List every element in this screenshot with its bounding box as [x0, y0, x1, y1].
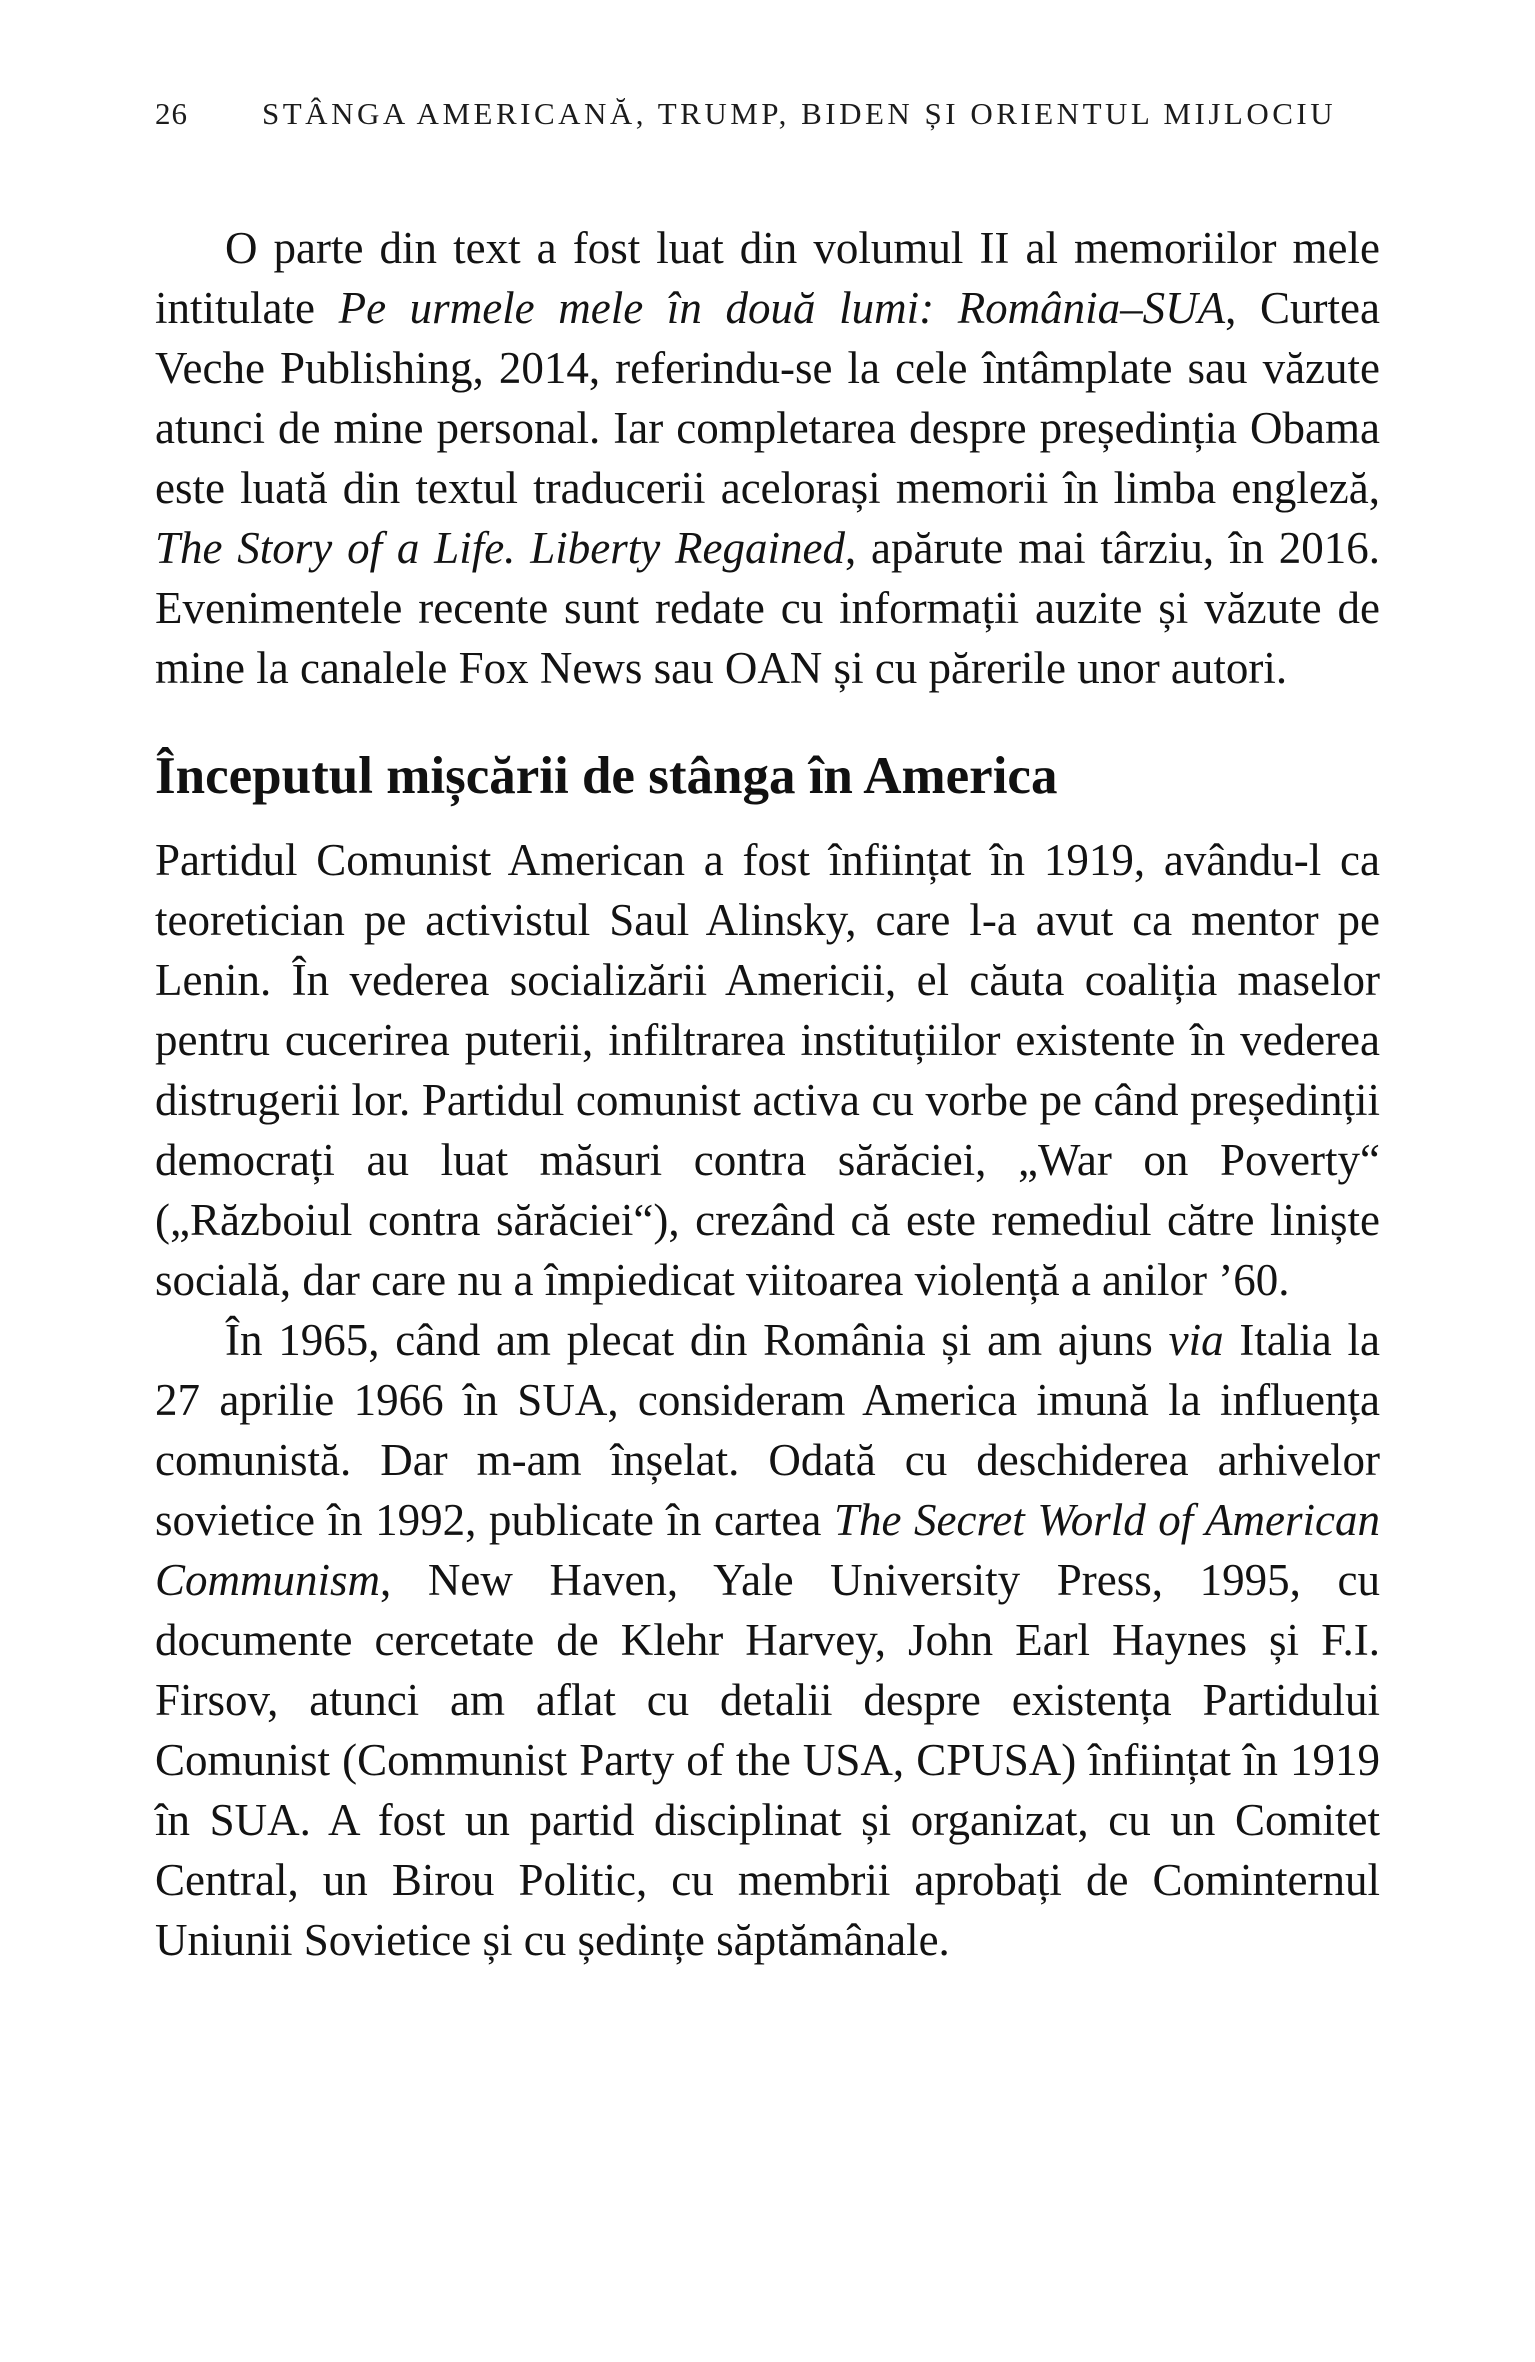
paragraph-memoirs-source [155, 218, 1380, 698]
page-number: 26 [155, 96, 188, 131]
page-body [155, 218, 1380, 1970]
paragraph-1965-emigration [155, 1310, 1380, 1970]
page-header [155, 96, 1380, 132]
book-title-italic: The Story of a Life. Liberty Regained [155, 523, 845, 573]
running-title: STÂNGA AMERICANĂ, TRUMP, BIDEN ȘI ORIENTUL MIJLOCIU [262, 96, 1337, 131]
book-title-italic: Pe urmele mele în două lumi: România–SUA [338, 283, 1226, 333]
section-heading: Începutul mișcării de stânga în America [155, 747, 1058, 805]
text-run: O parte din text a fost luat din volumul II al memoriilor mele intitulate [155, 223, 1380, 333]
text-run: În 1965, când am plecat din România și am ajuns [225, 1315, 1169, 1365]
text-run: , apărute mai târziu, în 2016. Evenimentele recente sunt redate cu informații auzite și văzute de mine la canalele Fox News sau OAN și cu părerile unor autori. [155, 523, 1381, 693]
word-italic: via [1168, 1315, 1224, 1365]
text-run: , New Haven, Yale University Press, 1995, cu documente cercetate de Klehr Harvey, John Earl Haynes și F.I. Firsov, atunci am aflat cu detalii despre existența Partidului Comunist (Communist Party of the USA, CPUSA) înființat în 1919 în SUA. A fost un partid disciplinat și organizat, cu un Comitet Central, un Birou Politic, cu membrii aprobați de Cominternul Uniunii Sovietice și cu ședințe săptămânale. [155, 1555, 1380, 1965]
paragraph-communist-party-origins [155, 830, 1380, 1310]
book-title-italic: The Secret World of American Communism [155, 1495, 1380, 1605]
text-run: Italia la 27 aprilie 1966 în SUA, consideram America imună la influența comunistă. Dar m-am înșelat. Odată cu deschiderea arhivelor sovietice în 1992, publicate în cartea [155, 1315, 1381, 1545]
text-run: , Curtea Veche Publishing, 2014, referindu-se la cele întâmplate sau văzute atunci de mine personal. Iar completarea despre președinția Obama este luată din textul traducerii acelorași memorii în limba engleză, [155, 283, 1380, 513]
text-run: Partidul Comunist American a fost înființat în 1919, avându-l ca teoretician pe activistul Saul Alinsky, care l-a avut ca mentor pe Lenin. În vederea socializării Americii, el căuta coaliția maselor pentru cucerirea puterii, infiltrarea instituțiilor existente în vederea distrugerii lor. Partidul comunist activa cu vorbe pe când președinții democrați au luat măsuri contra sărăciei, „War on Poverty“ („Războiul contra sărăciei“), crezând că este remediul către liniște socială, dar care nu a împiedicat viitoarea violență a anilor ’60. [155, 835, 1380, 1305]
